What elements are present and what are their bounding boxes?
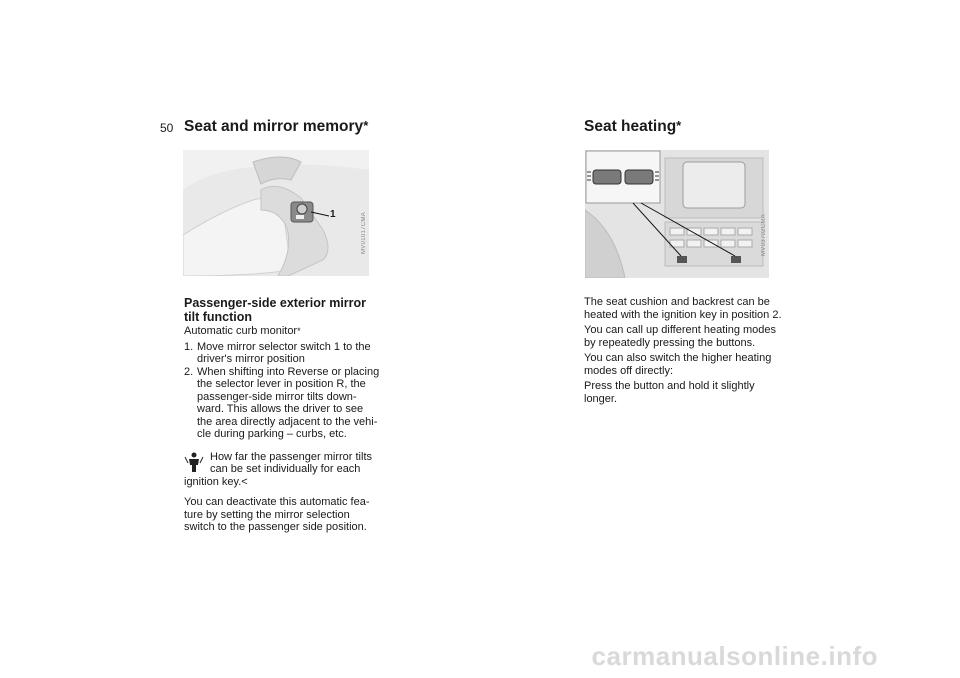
paragraph: You can also switch the higher heating modes off directly:	[584, 352, 772, 377]
note-block	[184, 451, 380, 489]
section-title-seat-mirror-memory	[184, 118, 368, 136]
note-end-mark: <	[241, 475, 248, 488]
seat-heating-illustration	[585, 150, 769, 278]
list-item	[184, 341, 380, 366]
paragraph: Press the button and hold it slightly longer.	[584, 380, 755, 405]
step-number: 2.	[184, 365, 194, 378]
closing-paragraph: You can deactivate this automatic fea-ture by setting the mirror selection switch to the passenger side position.	[184, 496, 370, 533]
subsection-title: Passenger-side exterior mirror tilt function	[184, 296, 367, 324]
dashboard-drawing	[585, 150, 769, 278]
intro-text: Automatic curb monitor	[184, 325, 298, 337]
intro-line	[184, 325, 380, 338]
title-text: Seat and mirror memory	[184, 118, 364, 135]
person-note-icon	[184, 451, 204, 473]
option-star: *	[297, 326, 301, 336]
paragraph: The seat cushion and backrest can be heated with the ignition key in position 2.	[584, 296, 782, 321]
note-text: How far the passenger mirror tilts can be set individually for each ignition key.	[184, 450, 372, 488]
figure-code: MV01017CMA	[361, 211, 367, 254]
watermark: carmanualsonline.info	[591, 641, 878, 671]
left-column-text	[184, 325, 380, 537]
option-star: *	[676, 118, 682, 133]
page-number: 50	[160, 121, 174, 135]
steps-list	[184, 341, 380, 441]
paragraph: You can call up different heating modes by repeatedly pressing the buttons.	[584, 324, 777, 349]
figure-callout-1: 1	[330, 209, 336, 220]
section-title-seat-heating	[584, 118, 681, 136]
right-column-text	[584, 296, 784, 408]
door-panel-drawing	[183, 150, 369, 276]
option-star: *	[363, 118, 369, 133]
step-text: Move mirror selector switch 1 to the driver's mirror position	[197, 340, 371, 365]
figure-code: MV03702CMA	[761, 213, 767, 256]
title-text: Seat heating	[584, 118, 677, 135]
step-text: When shifting into Reverse or placing the selector lever in position R, the passenger-side mirror tilts down-ward. This allows the driver to see the area directly adjacent to the vehi-cle during parking – curbs, etc.	[197, 365, 380, 440]
step-number: 1.	[184, 340, 194, 353]
list-item	[184, 366, 380, 441]
mirror-switch-illustration	[183, 150, 369, 276]
